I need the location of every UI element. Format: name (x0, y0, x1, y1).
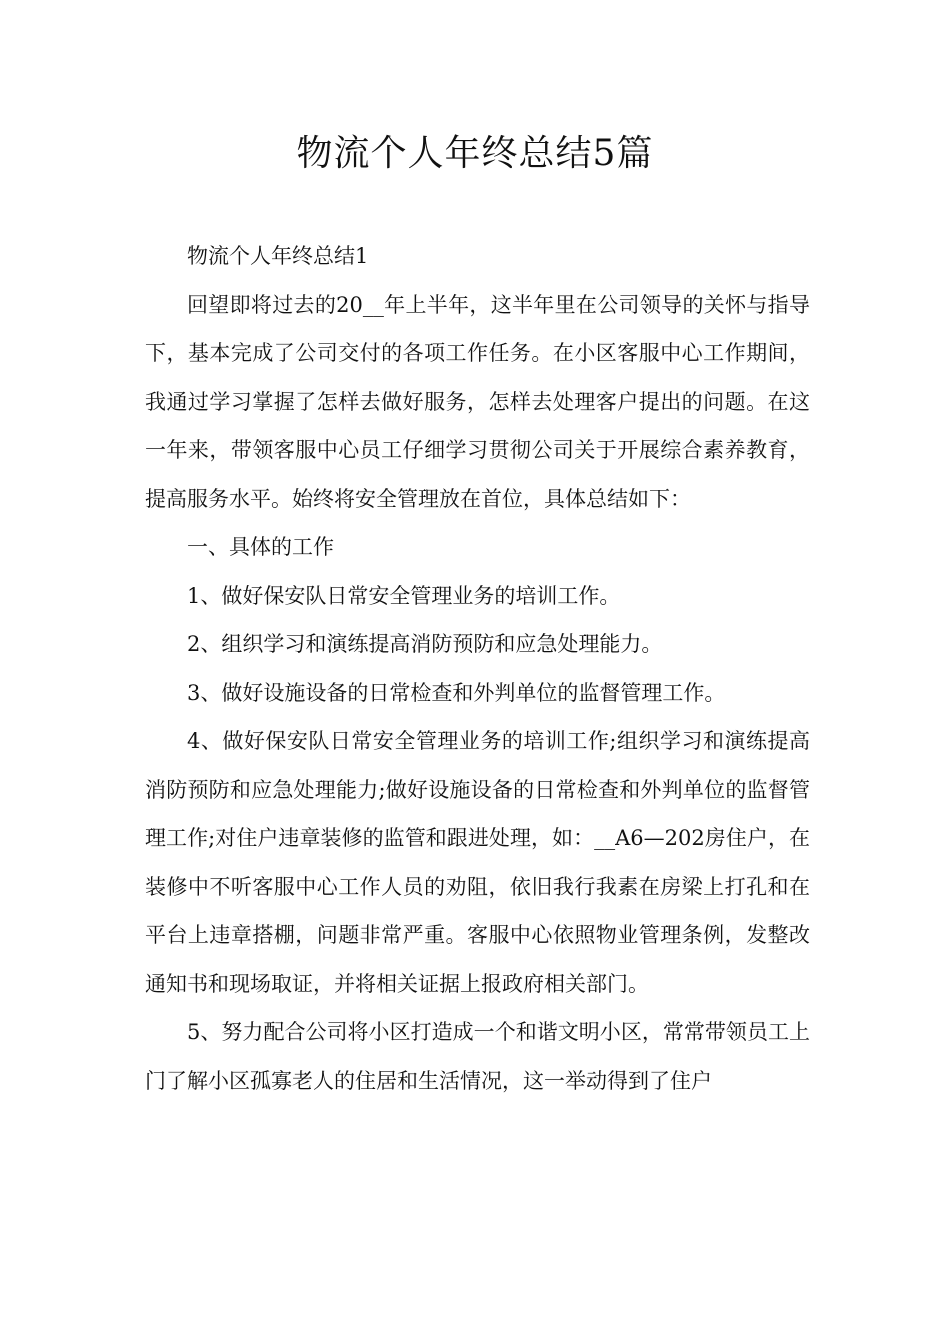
document-body (145, 232, 810, 1105)
list-item-5: 5、努力配合公司将小区打造成一个和谐文明小区，常常带领员工上门了解小区孤寡老人的住居和生活情况，这一举动得到了住户 (145, 1020, 810, 1093)
list-item-3: 3、做好设施设备的日常检查和外判单位的监督管理工作。 (187, 680, 726, 705)
subheading-specific-work: 一、具体的工作 (187, 535, 334, 559)
list-item-4: 4、做好保安队日常安全管理业务的培训工作;组织学习和演练提高消防预防和应急处理能力;做好设施设备的日常检查和外判单位的监督管理工作;对住户违章装修的监管和跟进处理，如：__A6—202房住户，在装修中不听客服中心工作人员的劝阻，依旧我行我素在房梁上打孔和在平台上违章搭棚，问题非常严重。客服中心依照物业管理条例，发整改通知书和现场取证，并将相关证据上报政府相关部门。 (145, 729, 810, 996)
list-item-1: 1、做好保安队日常安全管理业务的培训工作。 (187, 583, 621, 608)
intro-paragraph: 回望即将过去的20__年上半年，这半年里在公司领导的关怀与指导下，基本完成了公司交付的各项工作任务。在小区客服中心工作期间，我通过学习掌握了怎样去做好服务，怎样去处理客户提出的问题。在这一年来，带领客服中心员工仔细学习贯彻公司关于开展综合素养教育，提高服务水平。始终将安全管理放在首位，具体总结如下： (145, 292, 810, 511)
section-heading: 物流个人年终总结1 (187, 244, 369, 268)
list-item-2: 2、组织学习和演练提高消防预防和应急处理能力。 (187, 632, 663, 656)
document-title: 物流个人年终总结5篇 (296, 133, 654, 174)
